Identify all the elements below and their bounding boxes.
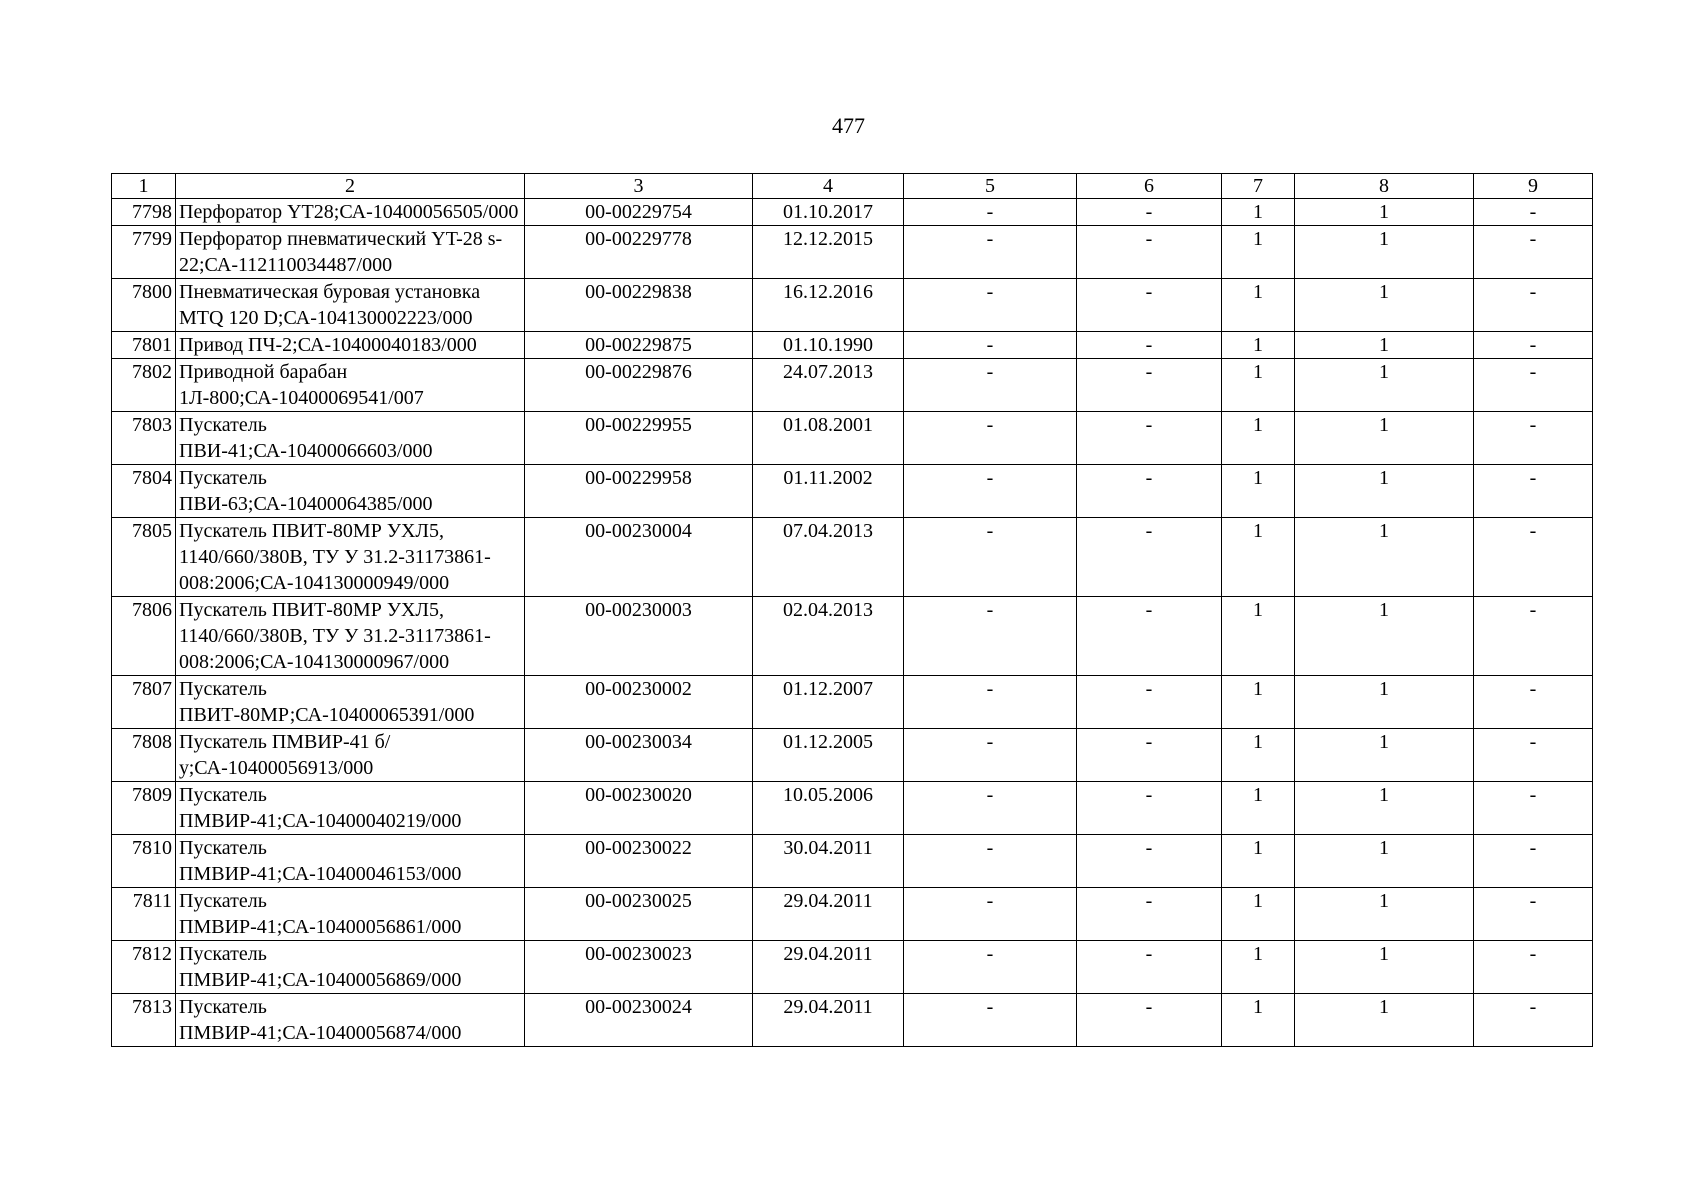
row-number-cell: 7811 [112, 888, 176, 941]
col5-cell: - [904, 676, 1077, 729]
col8-cell: 1 [1295, 994, 1474, 1047]
col9-cell: - [1474, 199, 1593, 226]
col8-cell: 1 [1295, 676, 1474, 729]
date-cell: 10.05.2006 [753, 782, 904, 835]
col9-cell: - [1474, 994, 1593, 1047]
table-row [112, 199, 1593, 226]
row-number-cell: 7804 [112, 465, 176, 518]
inventory-code-cell: 00-00229955 [525, 412, 753, 465]
col8-cell: 1 [1295, 465, 1474, 518]
row-number-cell: 7798 [112, 199, 176, 226]
date-cell: 07.04.2013 [753, 518, 904, 597]
header-cell: 3 [525, 174, 753, 199]
item-name-cell: Пускатель ПВИТ-80МР УХЛ5, 1140/660/380В, ТУ У 31.2-31173861-008:2006;СА-104130000949/000 [176, 518, 525, 597]
col5-cell: - [904, 279, 1077, 332]
col8-cell: 1 [1295, 729, 1474, 782]
col7-cell: 1 [1222, 332, 1295, 359]
inventory-code-cell: 00-00229958 [525, 465, 753, 518]
col6-cell: - [1077, 518, 1222, 597]
inventory-code-cell: 00-00229778 [525, 226, 753, 279]
col5-cell: - [904, 888, 1077, 941]
col6-cell: - [1077, 332, 1222, 359]
inventory-code-cell: 00-00230023 [525, 941, 753, 994]
col9-cell: - [1474, 597, 1593, 676]
inventory-code-cell: 00-00230024 [525, 994, 753, 1047]
header-cell: 7 [1222, 174, 1295, 199]
col7-cell: 1 [1222, 518, 1295, 597]
table-row [112, 835, 1593, 888]
header-cell: 5 [904, 174, 1077, 199]
item-name-cell: Пускатель ПВИТ-80МР;СА-10400065391/000 [176, 676, 525, 729]
col5-cell: - [904, 412, 1077, 465]
row-number-cell: 7802 [112, 359, 176, 412]
item-name-cell: Пускатель ПМВИР-41;СА-10400046153/000 [176, 835, 525, 888]
table-row [112, 888, 1593, 941]
col5-cell: - [904, 359, 1077, 412]
col7-cell: 1 [1222, 941, 1295, 994]
date-cell: 01.10.1990 [753, 332, 904, 359]
table-row [112, 676, 1593, 729]
page-number: 477 [832, 113, 865, 138]
header-cell: 6 [1077, 174, 1222, 199]
header-cell: 9 [1474, 174, 1593, 199]
item-name-cell: Пускатель ПМВИР-41;СА-10400056869/000 [176, 941, 525, 994]
col8-cell: 1 [1295, 941, 1474, 994]
item-name-cell: Пускатель ПМВИР-41;СА-10400040219/000 [176, 782, 525, 835]
date-cell: 01.12.2005 [753, 729, 904, 782]
inventory-code-cell: 00-00229875 [525, 332, 753, 359]
date-cell: 02.04.2013 [753, 597, 904, 676]
col6-cell: - [1077, 888, 1222, 941]
row-number-cell: 7803 [112, 412, 176, 465]
date-cell: 12.12.2015 [753, 226, 904, 279]
col9-cell: - [1474, 518, 1593, 597]
table-row [112, 412, 1593, 465]
col5-cell: - [904, 729, 1077, 782]
inventory-code-cell: 00-00230020 [525, 782, 753, 835]
row-number-cell: 7812 [112, 941, 176, 994]
inventory-code-cell: 00-00230022 [525, 835, 753, 888]
item-name-cell: Привод ПЧ-2;СА-10400040183/000 [176, 332, 525, 359]
col7-cell: 1 [1222, 279, 1295, 332]
col7-cell: 1 [1222, 597, 1295, 676]
col6-cell: - [1077, 941, 1222, 994]
col9-cell: - [1474, 279, 1593, 332]
date-cell: 30.04.2011 [753, 835, 904, 888]
table-row [112, 279, 1593, 332]
col9-cell: - [1474, 729, 1593, 782]
inventory-code-cell: 00-00230002 [525, 676, 753, 729]
col9-cell: - [1474, 226, 1593, 279]
date-cell: 01.12.2007 [753, 676, 904, 729]
col5-cell: - [904, 465, 1077, 518]
col7-cell: 1 [1222, 782, 1295, 835]
col7-cell: 1 [1222, 835, 1295, 888]
col7-cell: 1 [1222, 676, 1295, 729]
col9-cell: - [1474, 888, 1593, 941]
col5-cell: - [904, 835, 1077, 888]
row-number-cell: 7807 [112, 676, 176, 729]
col9-cell: - [1474, 332, 1593, 359]
table-row [112, 332, 1593, 359]
table-row [112, 226, 1593, 279]
date-cell: 01.11.2002 [753, 465, 904, 518]
col8-cell: 1 [1295, 782, 1474, 835]
header-cell: 2 [176, 174, 525, 199]
date-cell: 16.12.2016 [753, 279, 904, 332]
table-row [112, 518, 1593, 597]
col7-cell: 1 [1222, 226, 1295, 279]
item-name-cell: Пускатель ПВИТ-80МР УХЛ5, 1140/660/380В, ТУ У 31.2-31173861-008:2006;СА-104130000967/000 [176, 597, 525, 676]
item-name-cell: Перфоратор YT28;СА-10400056505/000 [176, 199, 525, 226]
row-number-cell: 7805 [112, 518, 176, 597]
col9-cell: - [1474, 465, 1593, 518]
col6-cell: - [1077, 359, 1222, 412]
col5-cell: - [904, 941, 1077, 994]
date-cell: 01.10.2017 [753, 199, 904, 226]
col8-cell: 1 [1295, 888, 1474, 941]
row-number-cell: 7813 [112, 994, 176, 1047]
inventory-code-cell: 00-00229838 [525, 279, 753, 332]
row-number-cell: 7809 [112, 782, 176, 835]
header-cell: 8 [1295, 174, 1474, 199]
table-row [112, 782, 1593, 835]
col5-cell: - [904, 199, 1077, 226]
row-number-cell: 7799 [112, 226, 176, 279]
header-row [112, 174, 1593, 199]
col7-cell: 1 [1222, 888, 1295, 941]
col8-cell: 1 [1295, 835, 1474, 888]
col6-cell: - [1077, 597, 1222, 676]
header-cell: 4 [753, 174, 904, 199]
inventory-code-cell: 00-00230034 [525, 729, 753, 782]
col5-cell: - [904, 332, 1077, 359]
row-number-cell: 7800 [112, 279, 176, 332]
col7-cell: 1 [1222, 994, 1295, 1047]
inventory-code-cell: 00-00230025 [525, 888, 753, 941]
date-cell: 01.08.2001 [753, 412, 904, 465]
date-cell: 29.04.2011 [753, 888, 904, 941]
col8-cell: 1 [1295, 332, 1474, 359]
table-header [112, 174, 1593, 199]
row-number-cell: 7806 [112, 597, 176, 676]
date-cell: 24.07.2013 [753, 359, 904, 412]
col6-cell: - [1077, 729, 1222, 782]
col6-cell: - [1077, 835, 1222, 888]
table-row [112, 994, 1593, 1047]
item-name-cell: Приводной барабан 1Л-800;СА-10400069541/007 [176, 359, 525, 412]
inventory-code-cell: 00-00229876 [525, 359, 753, 412]
inventory-code-cell: 00-00230003 [525, 597, 753, 676]
item-name-cell: Пускатель ПМВИР-41;СА-10400056861/000 [176, 888, 525, 941]
asset-table [111, 173, 1593, 1047]
col5-cell: - [904, 782, 1077, 835]
col9-cell: - [1474, 412, 1593, 465]
col8-cell: 1 [1295, 226, 1474, 279]
row-number-cell: 7810 [112, 835, 176, 888]
col7-cell: 1 [1222, 359, 1295, 412]
date-cell: 29.04.2011 [753, 994, 904, 1047]
table-row [112, 729, 1593, 782]
row-number-cell: 7808 [112, 729, 176, 782]
col8-cell: 1 [1295, 279, 1474, 332]
col9-cell: - [1474, 676, 1593, 729]
col6-cell: - [1077, 279, 1222, 332]
col7-cell: 1 [1222, 412, 1295, 465]
col8-cell: 1 [1295, 518, 1474, 597]
col7-cell: 1 [1222, 199, 1295, 226]
col9-cell: - [1474, 835, 1593, 888]
header-cell: 1 [112, 174, 176, 199]
col5-cell: - [904, 597, 1077, 676]
col9-cell: - [1474, 782, 1593, 835]
col7-cell: 1 [1222, 465, 1295, 518]
col9-cell: - [1474, 941, 1593, 994]
col5-cell: - [904, 518, 1077, 597]
item-name-cell: Пускатель ПВИ-41;СА-10400066603/000 [176, 412, 525, 465]
item-name-cell: Пускатель ПМВИР-41 б/у;СА-10400056913/000 [176, 729, 525, 782]
item-name-cell: Пускатель ПМВИР-41;СА-10400056874/000 [176, 994, 525, 1047]
col6-cell: - [1077, 782, 1222, 835]
col6-cell: - [1077, 412, 1222, 465]
inventory-code-cell: 00-00230004 [525, 518, 753, 597]
inventory-code-cell: 00-00229754 [525, 199, 753, 226]
item-name-cell: Перфоратор пневматический YT-28 s-22;СА-112110034487/000 [176, 226, 525, 279]
col8-cell: 1 [1295, 412, 1474, 465]
col5-cell: - [904, 226, 1077, 279]
col6-cell: - [1077, 465, 1222, 518]
col5-cell: - [904, 994, 1077, 1047]
date-cell: 29.04.2011 [753, 941, 904, 994]
table-row [112, 597, 1593, 676]
item-name-cell: Пускатель ПВИ-63;СА-10400064385/000 [176, 465, 525, 518]
col6-cell: - [1077, 226, 1222, 279]
table-body [112, 199, 1593, 1047]
col8-cell: 1 [1295, 199, 1474, 226]
col9-cell: - [1474, 359, 1593, 412]
col8-cell: 1 [1295, 597, 1474, 676]
col8-cell: 1 [1295, 359, 1474, 412]
col7-cell: 1 [1222, 729, 1295, 782]
table-row [112, 941, 1593, 994]
item-name-cell: Пневматическая буровая установка MTQ 120 D;СА-104130002223/000 [176, 279, 525, 332]
col6-cell: - [1077, 994, 1222, 1047]
col6-cell: - [1077, 676, 1222, 729]
table-row [112, 465, 1593, 518]
row-number-cell: 7801 [112, 332, 176, 359]
col6-cell: - [1077, 199, 1222, 226]
table-row [112, 359, 1593, 412]
